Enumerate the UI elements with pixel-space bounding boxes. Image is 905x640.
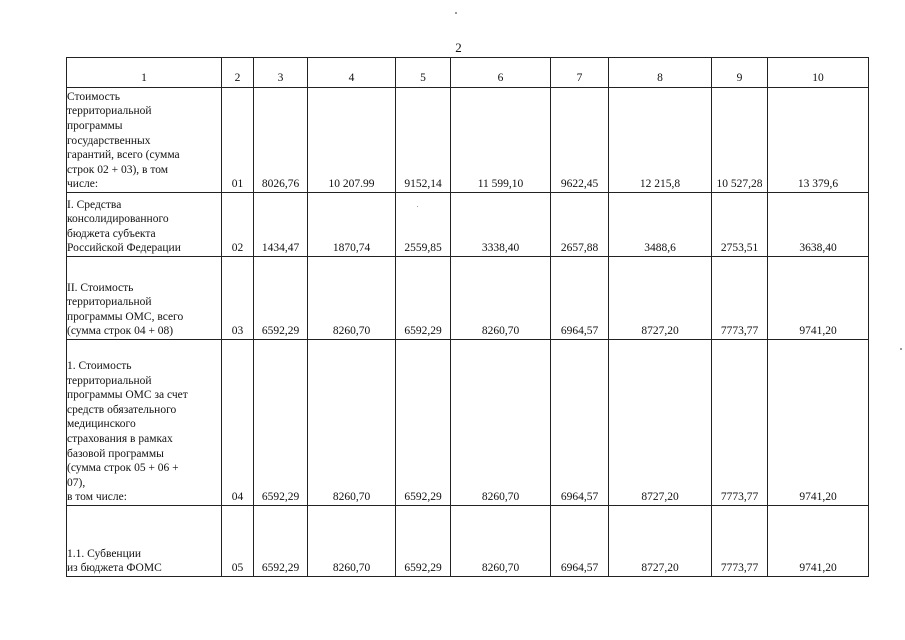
row-code: 02: [222, 193, 254, 257]
table-cell: 6592,29: [254, 340, 308, 506]
row-code: 05: [222, 506, 254, 577]
column-header: 3: [254, 58, 308, 88]
table-row: [67, 257, 869, 340]
scan-speck: [455, 12, 457, 14]
table-cell: 10 527,28: [712, 88, 768, 193]
table-cell: 9741,20: [768, 506, 869, 577]
column-header: 4: [308, 58, 396, 88]
column-header: 2: [222, 58, 254, 88]
column-header: 5: [396, 58, 451, 88]
table-cell: 8727,20: [609, 506, 712, 577]
table-cell: 7773,77: [712, 506, 768, 577]
table-cell: 6592,29: [254, 257, 308, 340]
table-cell: 7773,77: [712, 340, 768, 506]
table-cell: 1870,74: [308, 193, 396, 257]
table-cell: 6592,29: [396, 257, 451, 340]
column-header: 1: [67, 58, 222, 88]
row-label: 1.1. Субвенции из бюджета ФОМС: [67, 506, 222, 577]
column-header: 8: [609, 58, 712, 88]
column-header: 9: [712, 58, 768, 88]
row-code: 03: [222, 257, 254, 340]
header-row: [67, 58, 869, 88]
column-header: 6: [451, 58, 551, 88]
table-cell: 8260,70: [451, 506, 551, 577]
row-label: II. Стоимость территориальной программы ОМС, всего (сумма строк 04 + 08): [67, 257, 222, 340]
table-cell: 3338,40: [451, 193, 551, 257]
scan-speck: [900, 348, 902, 350]
table-cell: 6592,29: [396, 340, 451, 506]
table-cell: 10 207.99: [308, 88, 396, 193]
table-cell: 6964,57: [551, 257, 609, 340]
table-row: [67, 340, 869, 506]
table-cell: 6964,57: [551, 506, 609, 577]
table-cell: 12 215,8: [609, 88, 712, 193]
table-cell: 2657,88: [551, 193, 609, 257]
table-cell: 8260,70: [308, 340, 396, 506]
table-cell: 1434,47: [254, 193, 308, 257]
column-header: 10: [768, 58, 869, 88]
table-cell: 8260,70: [308, 506, 396, 577]
table-cell: 8260,70: [451, 340, 551, 506]
table-cell: 2559,85: [396, 193, 451, 257]
row-label: I. Средства консолидированного бюджета субъекта Российской Федерации: [67, 193, 222, 257]
table-cell: 8260,70: [451, 257, 551, 340]
table-cell: 9741,20: [768, 257, 869, 340]
table-cell: 6592,29: [254, 506, 308, 577]
table-cell: 8260,70: [308, 257, 396, 340]
table-row: [67, 193, 869, 257]
table-row: [67, 506, 869, 577]
table-cell: 3488,6: [609, 193, 712, 257]
table-row: [67, 88, 869, 193]
table-cell: 9622,45: [551, 88, 609, 193]
table-cell: 3638,40: [768, 193, 869, 257]
table-cell: 8727,20: [609, 257, 712, 340]
table-cell: 8727,20: [609, 340, 712, 506]
row-label: 1. Стоимость территориальной программы ОМС за счет средств обязательного медицинского страхования в рамках базовой программы (сумма строк 05 + 06 + 07), в том числе:: [67, 340, 222, 506]
budget-table: [66, 57, 869, 577]
table-cell: 9152,14: [396, 88, 451, 193]
table-cell: 11 599,10: [451, 88, 551, 193]
table-cell: 8026,76: [254, 88, 308, 193]
page-number: 2: [455, 40, 462, 55]
table-cell: 13 379,6: [768, 88, 869, 193]
table-cell: 2753,51: [712, 193, 768, 257]
table-cell: 6592,29: [396, 506, 451, 577]
table-cell: 7773,77: [712, 257, 768, 340]
table-cell: 9741,20: [768, 340, 869, 506]
row-code: 04: [222, 340, 254, 506]
row-label: Стоимость территориальной программы государственных гарантий, всего (сумма строк 02 + 03), в том числе:: [67, 88, 222, 193]
column-header: 7: [551, 58, 609, 88]
row-code: 01: [222, 88, 254, 193]
table-cell: 6964,57: [551, 340, 609, 506]
